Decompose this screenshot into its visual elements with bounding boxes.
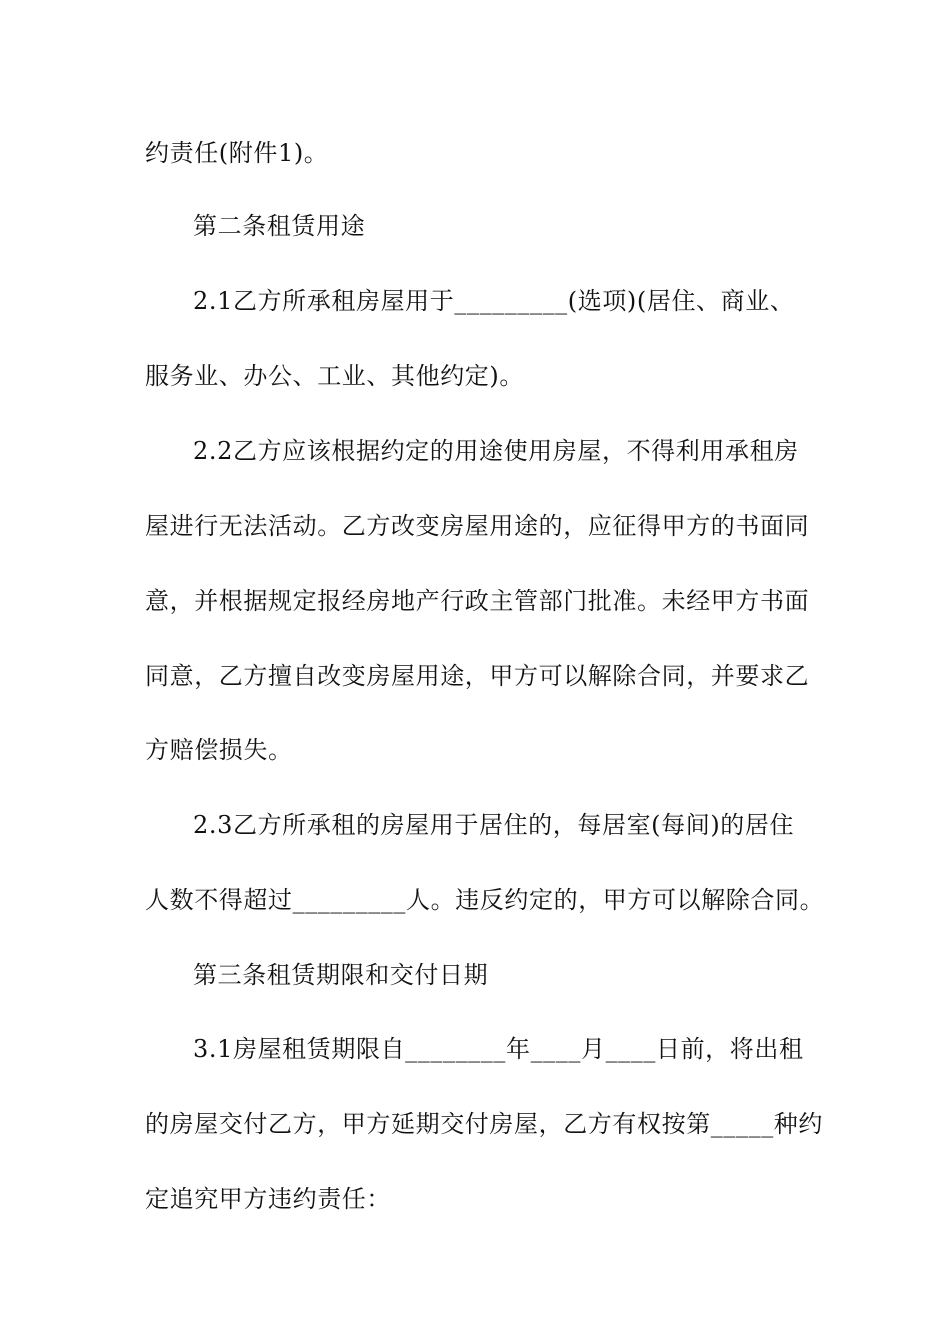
paragraph-line: 的房屋交付乙方，甲方延期交付房屋，乙方有权按第_____种约 — [145, 1110, 823, 1138]
paragraph-line: 意，并根据规定报经房地产行政主管部门批准。未经甲方书面 — [145, 587, 810, 615]
paragraph-line: 人数不得超过_________人。违反约定的，甲方可以解除合同。 — [145, 886, 825, 914]
section-heading: 第二条租赁用途 — [193, 212, 366, 240]
paragraph-line: 方赔偿损失。 — [145, 736, 293, 764]
paragraph-line: 服务业、办公、工业、其他约定)。 — [145, 362, 524, 390]
paragraph-line: 屋进行无法活动。乙方改变房屋用途的，应征得甲方的书面同 — [145, 512, 810, 540]
paragraph-line: 2.2乙方应该根据约定的用途使用房屋，不得利用承租房 — [193, 437, 799, 465]
paragraph-line: 约责任(附件1)。 — [145, 139, 329, 167]
paragraph-line: 2.1乙方所承租房屋用于_________(选项)(居住、商业、 — [193, 287, 795, 315]
paragraph-line: 定追究甲方违约责任： — [145, 1185, 391, 1213]
paragraph-line: 2.3乙方所承租的房屋用于居住的，每居室(每间)的居住 — [193, 811, 795, 839]
paragraph-line: 同意，乙方擅自改变房屋用途，甲方可以解除合同，并要求乙 — [145, 662, 810, 690]
section-heading: 第三条租赁期限和交付日期 — [193, 961, 489, 989]
paragraph-line: 3.1房屋租赁期限自________年____月____日前，将出租 — [193, 1035, 804, 1063]
